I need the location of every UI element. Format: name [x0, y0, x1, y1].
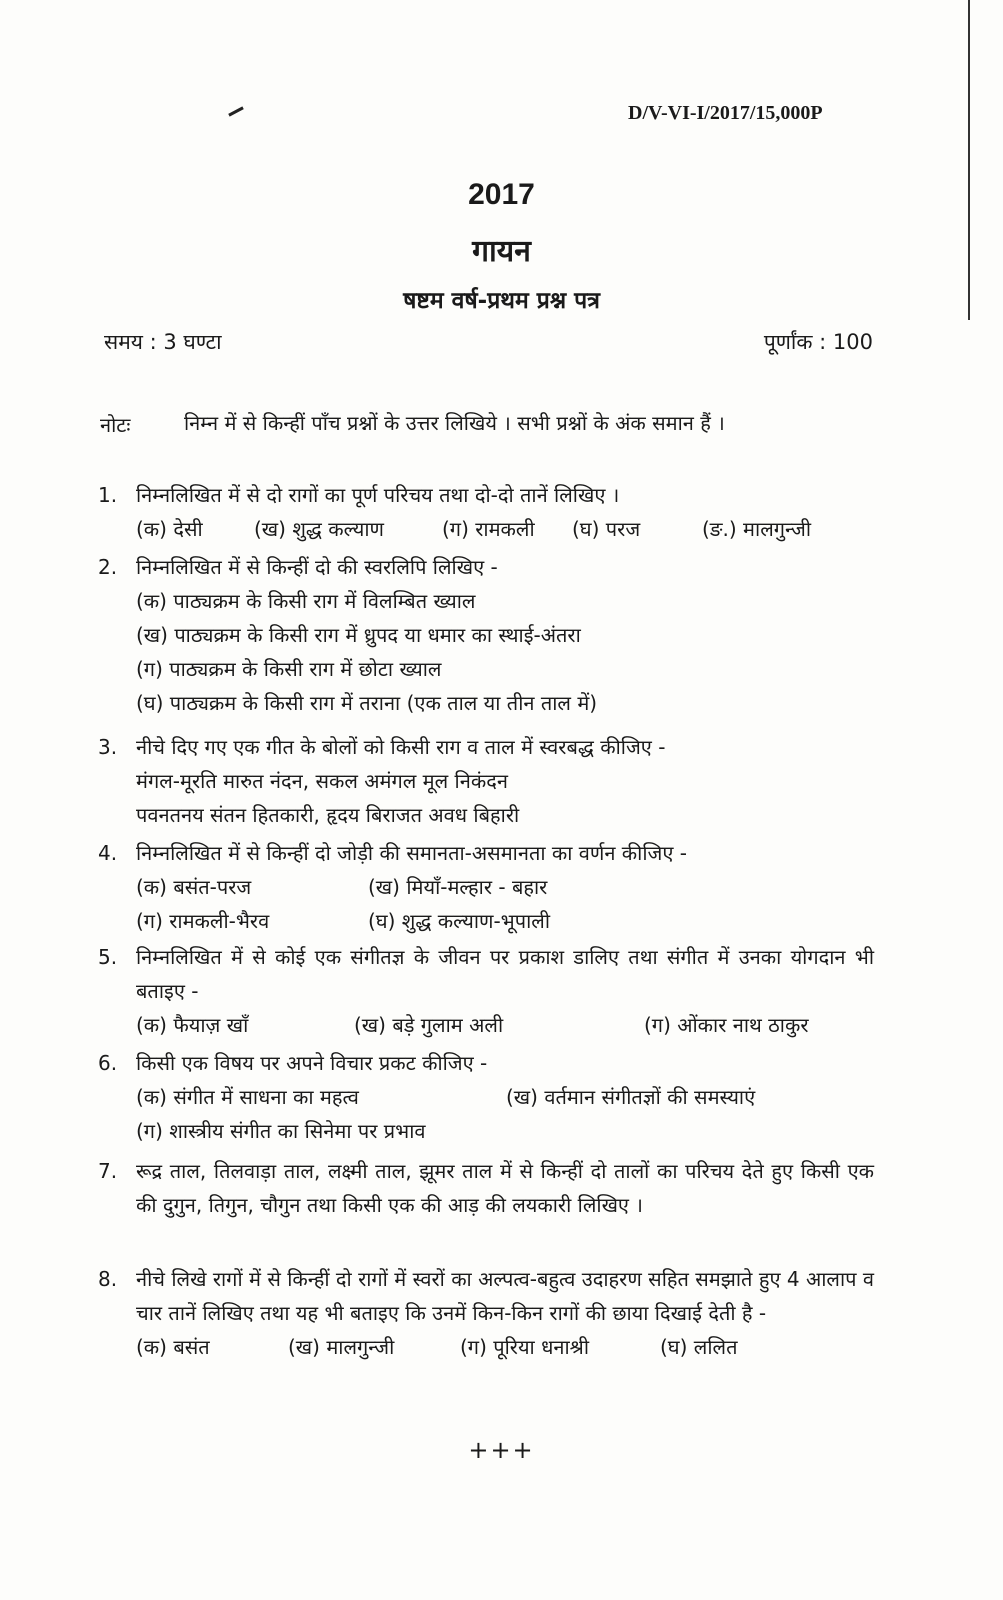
question-4 — [98, 836, 874, 938]
subject-title: गायन — [472, 234, 531, 269]
question-text: निम्नलिखित में से कोई एक संगीतज्ञ के जीवन पर प्रकाश डालिए तथा संगीत में उनका योगदान भी बताइए - — [136, 945, 874, 1003]
pen-mark — [228, 106, 244, 116]
question-3 — [98, 730, 874, 832]
option: (ग) पूरिया धनाश्री — [460, 1335, 590, 1359]
question-number: 5. — [98, 945, 118, 969]
option: (ग) रामकली-भैरव — [136, 909, 270, 933]
question-number: 8. — [98, 1267, 118, 1291]
option: (ख) मियाँ-मल्हार - बहार — [368, 875, 548, 899]
paper-title: षष्टम वर्ष-प्रथम प्रश्न पत्र — [403, 288, 600, 314]
option: (ख) बड़े गुलाम अली — [354, 1013, 504, 1037]
option: (ख) वर्तमान संगीतज्ञों की समस्याएं — [506, 1085, 756, 1109]
question-number: 4. — [98, 841, 118, 865]
note-text: निम्न में से किन्हीं पाँच प्रश्नों के उत्तर लिखिये । सभी प्रश्नों के अंक समान हैं । — [184, 411, 725, 435]
question-7 — [98, 1154, 874, 1222]
option: (घ) शुद्ध कल्याण-भूपाली — [368, 909, 551, 933]
question-number: 7. — [98, 1159, 118, 1183]
question-2 — [98, 550, 874, 720]
option: (घ) पाठ्यक्रम के किसी राग में तराना (एक ताल या तीन ताल में) — [136, 691, 598, 715]
option: (ग) शास्त्रीय संगीत का सिनेमा पर प्रभाव — [136, 1119, 426, 1143]
exam-year: 2017 — [468, 178, 535, 211]
option-row — [136, 870, 874, 904]
question-text: रूद्र ताल, तिलवाड़ा ताल, लक्ष्मी ताल, झूमर ताल में से किन्हीं दो तालों का परिचय देते हुए किसी एक की दुगुन, तिगुन, चौगुन तथा किसी एक की आड़ की लयकारी लिखिए । — [136, 1159, 874, 1217]
question-number: 1. — [98, 483, 118, 507]
scan-edge-line — [968, 0, 970, 320]
paper-code: D/V-VI-I/2017/15,000P — [628, 102, 823, 124]
question-text: नीचे लिखे रागों में से किन्हीं दो रागों में स्वरों का अल्पत्व-बहुत्व उदाहरण सहित समझाते हुए 4 आलाप व चार तानें लिखिए तथा यह भी बताइए कि उनमें किन-किन रागों की छाया दिखाई देती है - — [136, 1267, 874, 1325]
question-6 — [98, 1046, 874, 1148]
option: (ख) शुद्ध कल्याण — [254, 517, 385, 541]
question-text: किसी एक विषय पर अपने विचार प्रकट कीजिए - — [136, 1051, 488, 1075]
question-number: 2. — [98, 555, 118, 579]
option: (क) बसंत-परज — [136, 875, 252, 899]
option: (घ) परज — [572, 517, 641, 541]
question-5 — [98, 940, 874, 1042]
option: (क) पाठ्यक्रम के किसी राग में विलम्बित ख्याल — [136, 589, 476, 613]
song-line: पवनतनय संतन हितकारी, हृदय बिराजत अवध बिहारी — [136, 803, 520, 827]
option: (ख) पाठ्यक्रम के किसी राग में ध्रुपद या धमार का स्थाई-अंतरा — [136, 623, 581, 647]
time-allowed: समय : 3 घण्टा — [104, 330, 222, 354]
end-marker: +++ — [468, 1436, 535, 1464]
option: (क) फैयाज़ खाँ — [136, 1013, 249, 1037]
song-line: मंगल-मूरति मारुत नंदन, सकल अमंगल मूल निकंदन — [136, 769, 508, 793]
question-text: निम्नलिखित में से किन्हीं दो जोड़ी की समानता-असमानता का वर्णन कीजिए - — [136, 841, 688, 865]
option-row — [136, 904, 874, 938]
option: (क) देसी — [136, 517, 203, 541]
option: (ग) ओंकार नाथ ठाकुर — [644, 1013, 809, 1037]
full-marks: पूर्णांक : 100 — [763, 330, 873, 354]
question-text: निम्नलिखित में से दो रागों का पूर्ण परिचय तथा दो-दो तानें लिखिए । — [136, 483, 620, 507]
option: (घ) ललित — [660, 1335, 738, 1359]
question-text: निम्नलिखित में से किन्हीं दो की स्वरलिपि लिखिए - — [136, 555, 498, 579]
option: (ख) मालगुन्जी — [288, 1335, 395, 1359]
option-row — [136, 1080, 874, 1114]
question-1 — [98, 478, 874, 546]
option: (क) संगीत में साधना का महत्व — [136, 1085, 359, 1109]
option-row — [136, 1008, 874, 1042]
option: (ग) पाठ्यक्रम के किसी राग में छोटा ख्याल — [136, 657, 442, 681]
question-number: 3. — [98, 735, 118, 759]
option: (क) बसंत — [136, 1335, 210, 1359]
question-8 — [98, 1262, 874, 1364]
note-label: नोटः — [100, 413, 131, 437]
question-number: 6. — [98, 1051, 118, 1075]
option: (ग) रामकली — [442, 517, 535, 541]
option-row — [136, 512, 874, 546]
option: (ङ.) मालगुन्जी — [702, 517, 812, 541]
question-text: नीचे दिए गए एक गीत के बोलों को किसी राग व ताल में स्वरबद्ध कीजिए - — [136, 735, 666, 759]
option-row — [136, 1330, 874, 1364]
